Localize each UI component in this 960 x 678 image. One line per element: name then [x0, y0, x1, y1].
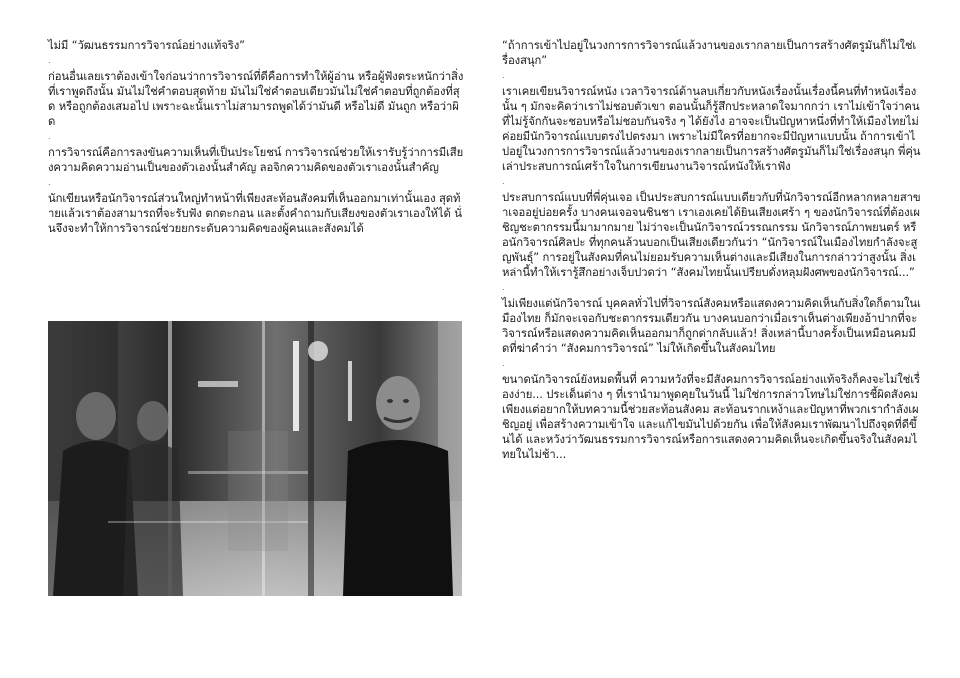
paragraph: ประสบการณ์แบบที่พี่คุ่นเจอ เป็นประสบการณ์แบบเดียวกับที่นักวิจารณ์อีกหลากหลายสาขาเจออยู่บ่อยครั้ง บางคนเจอจนชินชา เราเองเคยได้ยินเสียงเศร้า ๆ ของนักวิจารณ์ที่ต้องเผชิญชะตากรรมนี้มามากมาย ไม่ว่าจะเป็นนักวิจารณ์วรรณกรรม นักวิจารณ์ภาพยนตร์ หรือนักวิจารณ์ศิลปะ ที่ทุกคนล้วนบอกเป็นเสียงเดียวกันว่า “นักวิจารณ์ในเมืองไทยกำลังจะสูญพันธุ์” การอยู่ในสังคมที่คนไม่ยอมรับความเห็นต่างและมีเสียงในการกล่าวว่าสูงนั้น สิ่งเหล่านี้ทำให้เรารู้สึกอย่างเจ็บปวดว่า “สังคมไทยนั้นเปรียบดั่งหลุมฝังศพของนักวิจารณ์...” — [502, 191, 921, 279]
paragraph: ไม่เพียงแต่นักวิจารณ์ บุคคลทั่วไปที่วิจารณ์สังคมหรือแสดงความคิดเห็นกับสิ่งใดก็ตามในเมืองไทย ก็มักจะเจอกับชะตากรรมเดียวกัน บางคนบอกว่าเมื่อเราเห็นต่างเพียงอ้าปากที่จะวิจารณ์หรือแสดงความคิดเห็นออกมาก็ถูกด่ากลับแล้ว! สิ่งเหล่านี้บางครั้งเป็นเหมือนคมมีดที่ฆ่าคำว่า “สังคมการวิจารณ์” ไม่ให้เกิดขึ้นในสังคมไทย — [502, 297, 921, 355]
separator-dot: . — [48, 178, 51, 187]
paragraph: นักเขียนหรือนักวิจารณ์ส่วนใหญ่ทำหน้าที่เพียงสะท้อนสังคมที่เห็นออกมาเท่านั้นเอง สุดท้ายแล้วเราต้องสามารถที่จะรับฟัง ตกตะกอน และตั้งคำถามกับเสียงของตัวเราเองให้ได้ นั่นจึงจะทำให้การวิจารณ์ช่วยยกระดับความคิดของผู้คนและสังคมได้ — [48, 192, 462, 235]
paragraph: การวิจารณ์คือการลงขันความเห็นที่เป็นประโยชน์ การวิจารณ์ช่วยให้เรารับรู้ว่าการมีเสียงความคิดความอ่านเป็นของตัวเองนั้นสำคัญ ลอจิกความคิดของตัวเราเองนั้นสำคัญ — [48, 146, 464, 174]
photo-reflection-icon — [48, 321, 462, 596]
separator-dot: . — [48, 56, 51, 65]
separator-dot: . — [502, 71, 505, 80]
left-column — [48, 38, 466, 236]
paragraph: ก่อนอื่นเลยเราต้องเข้าใจก่อนว่าการวิจารณ์ที่ดีคือการทำให้ผู้อ่าน หรือผู้ฟังตระหนักว่าสิ่งที่เราพูดถึงนั้น มันไม่ใช่คำตอบสุดท้าย มันไม่ใช่คำตอบเดียวมันไม่ใช่คำตอบที่ถูกต้องที่สุด หรือถูกต้องเสมอไป เพราะฉะนั้นเราไม่สามารถพูดได้ว่ามันดี หรือไม่ดี มันถูก หรือว่าผิด — [48, 70, 464, 128]
separator-dot: . — [48, 132, 51, 141]
right-column — [502, 38, 922, 462]
section-heading: ไม่มี “วัฒนธรรมการวิจารณ์อย่างแท้จริง” — [48, 39, 245, 52]
separator-dot: . — [502, 283, 505, 292]
photo-reflection — [48, 321, 462, 596]
separator-dot: . — [502, 359, 505, 368]
paragraph: เราเคยเขียนวิจารณ์หนัง เวลาวิจารณ์ด้านลบเกี่ยวกับหนังเรื่องนั้นเรื่องนี้คนที่ทำหนังเรื่องนั้น ๆ มักจะคิดว่าเราไม่ชอบตัวเขา ตอนนั้นก็รู้สึกประหลาดใจมากกว่า เราไม่เข้าใจว่าคนที่ไม่รู้จักกันจะชอบหรือไม่ชอบกันจริง ๆ ได้ยังไง อาจจะเป็นปัญหาหนึ่งที่ทำให้เมืองไทยไม่ค่อยมีนักวิจารณ์แบบตรงไปตรงมา เพราะไม่มีใครที่อยากจะมีปัญหาแบบนั้น ถ้าการเข้าไปอยู่ในวงการการวิจารณ์แล้วงานของเรากลายเป็นการสร้างศัตรูมันก็ไม่ใช่เรื่องสนุก พี่คุ่นเล่าประสบการณ์เศร้าใจในการเขียนงานวิจารณ์หนังให้เราฟัง — [502, 85, 921, 173]
paragraph: ขนาดนักวิจารณ์ยังหมดพื้นที่ ความหวังที่จะมีสังคมการวิจารณ์อย่างแท้จริงก็คงจะไม่ใช่เรื่องง่าย... ประเด็นต่าง ๆ ที่เรานำมาพูดคุยในวันนี้ ไม่ใช่การกล่าวโทษไม่ใช่การชี้ผิดสังคม เพียงแต่อยากให้บทความนี้ช่วยสะท้อนสังคม สะท้อนรากเหง้าและปัญหาที่พวกเรากำลังเผชิญอยู่ เพื่อสร้างความเข้าใจ และแก้ไขมันไปด้วยกัน เพื่อให้สังคมเราพัฒนาไปถึงจุดที่ดีขึ้นได้ และหวังว่าวัฒนธรรมการวิจารณ์หรือการแสดงความคิดเห็นจะเกิดขึ้นจริงในสังคมไทยในไม่ช้า... — [502, 373, 920, 461]
separator-dot: . — [502, 177, 505, 186]
pull-quote: “ถ้าการเข้าไปอยู่ในวงการการวิจารณ์แล้วงานของเรากลายเป็นการสร้างศัตรูมันก็ไม่ใช่เรื่องสนุก” — [502, 39, 917, 67]
